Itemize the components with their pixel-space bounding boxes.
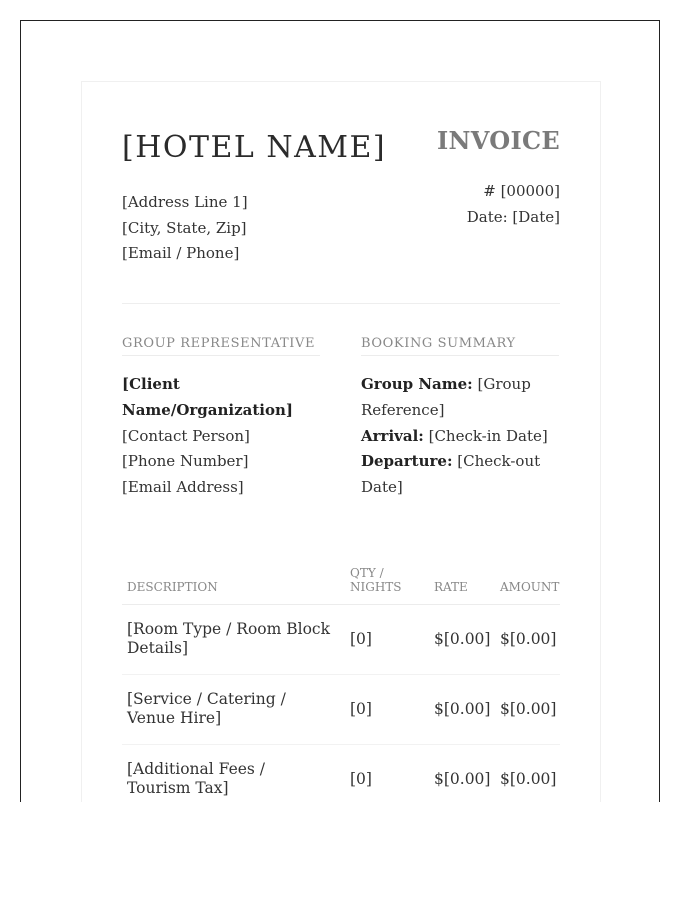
header-divider <box>122 303 560 304</box>
row-amount: $[0.00] <box>500 700 557 718</box>
header-amount: AMOUNT <box>500 580 560 594</box>
row-qty: [0] <box>350 630 372 648</box>
row-amount: $[0.00] <box>500 630 557 648</box>
booking-summary-block <box>361 372 561 501</box>
email-address: [Email Address] <box>122 478 244 497</box>
row-description: [Additional Fees / Tourism Tax] <box>127 760 266 797</box>
departure-line <box>361 449 561 501</box>
header-rate: RATE <box>434 580 468 594</box>
phone-number: [Phone Number] <box>122 452 249 471</box>
table-header <box>122 562 560 605</box>
hotel-address <box>122 190 248 267</box>
arrival-label: Arrival: <box>361 426 424 445</box>
line-items-table <box>122 562 560 802</box>
departure-value: [Check-out Date] <box>361 452 541 497</box>
row-rate: $[0.00] <box>434 630 491 648</box>
hotel-name: [HOTEL NAME] <box>122 130 387 165</box>
table-row <box>122 605 560 675</box>
client-name: [Client Name/Organization] <box>122 375 293 419</box>
table-row <box>122 745 560 802</box>
row-description: [Room Type / Room Block Details] <box>127 620 330 657</box>
booking-summary-title: BOOKING SUMMARY <box>361 336 559 356</box>
address-line-1: [Address Line 1] <box>122 193 248 211</box>
group-representative-title: GROUP REPRESENTATIVE <box>122 336 320 356</box>
invoice-document <box>81 81 601 802</box>
row-description: [Service / Catering / Venue Hire] <box>127 690 286 727</box>
email-phone: [Email / Phone] <box>122 244 240 262</box>
invoice-title: INVOICE <box>437 126 560 155</box>
arrival-value: [Check-in Date] <box>428 426 548 445</box>
header-description: DESCRIPTION <box>127 580 218 594</box>
row-qty: [0] <box>350 770 372 788</box>
invoice-number: # [00000] <box>483 182 560 200</box>
header-qty-nights <box>350 566 402 594</box>
row-rate: $[0.00] <box>434 700 491 718</box>
header-nights: NIGHTS <box>350 580 402 594</box>
row-amount: $[0.00] <box>500 770 557 788</box>
page-frame <box>20 20 660 802</box>
row-qty: [0] <box>350 700 372 718</box>
invoice-date: Date: [Date] <box>466 208 560 226</box>
group-representative-block <box>122 372 322 501</box>
contact-person: [Contact Person] <box>122 426 250 445</box>
arrival-line <box>361 424 561 450</box>
city-state-zip: [City, State, Zip] <box>122 218 247 237</box>
departure-label: Departure: <box>361 452 453 471</box>
table-row <box>122 675 560 745</box>
header-qty: QTY / <box>350 566 384 580</box>
row-rate: $[0.00] <box>434 770 491 788</box>
group-name-label: Group Name: <box>361 375 473 393</box>
group-name-line <box>361 372 561 424</box>
group-name-value: [Group Reference] <box>361 375 531 419</box>
invoice-meta <box>467 178 560 230</box>
